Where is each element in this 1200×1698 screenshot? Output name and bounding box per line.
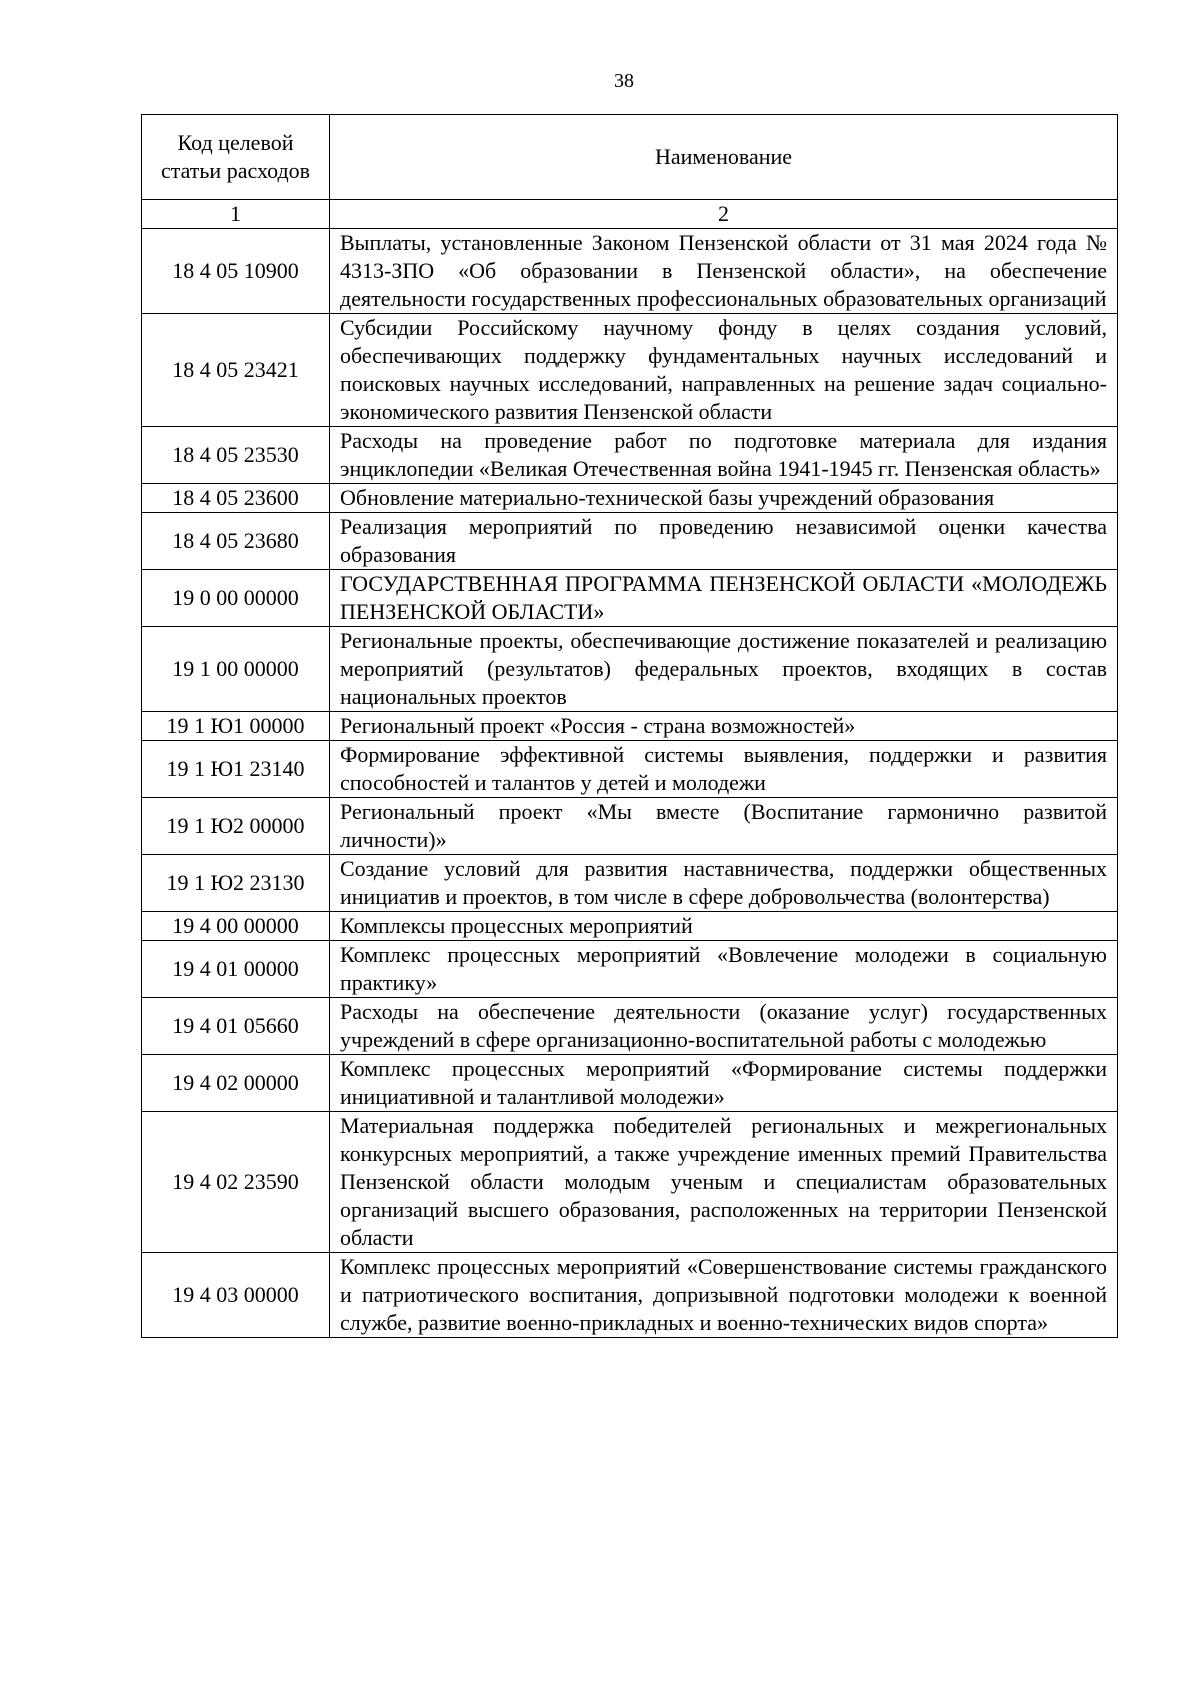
- table-row: [142, 314, 1118, 427]
- row-code: 19 1 00 00000: [142, 627, 330, 712]
- table-row: [142, 998, 1118, 1055]
- row-name: Комплекс процессных мероприятий «Совершенствование системы гражданского и патриотического воспитания, допризывной подготовки молодежи к военной службе, развитие военно-прикладных и военно-технических видов спорта»: [330, 1253, 1118, 1338]
- row-code: 19 1 Ю2 00000: [142, 798, 330, 855]
- row-code: 19 1 Ю1 23140: [142, 741, 330, 798]
- column-header-name: Наименование: [330, 115, 1118, 200]
- column-number-code: 1: [142, 200, 330, 229]
- budget-classification-table: [141, 114, 1118, 1338]
- table-row: [142, 741, 1118, 798]
- row-code: 19 1 Ю2 23130: [142, 855, 330, 912]
- table-body: [142, 229, 1118, 1338]
- row-code: 19 4 02 00000: [142, 1055, 330, 1112]
- row-code: 18 4 05 10900: [142, 229, 330, 314]
- row-name: ГОСУДАРСТВЕННАЯ ПРОГРАММА ПЕНЗЕНСКОЙ ОБЛАСТИ «МОЛОДЕЖЬ ПЕНЗЕНСКОЙ ОБЛАСТИ»: [330, 570, 1118, 627]
- row-name: Реализация мероприятий по проведению независимой оценки качества образования: [330, 513, 1118, 570]
- row-code: 18 4 05 23421: [142, 314, 330, 427]
- row-code: 19 0 00 00000: [142, 570, 330, 627]
- row-name: Обновление материально-технической базы учреждений образования: [330, 484, 1118, 513]
- table-row: [142, 912, 1118, 941]
- page-number: 38: [614, 70, 634, 92]
- table-row: [142, 427, 1118, 484]
- table-row: [142, 941, 1118, 998]
- column-number-name: 2: [330, 200, 1118, 229]
- row-name: Создание условий для развития наставничества, поддержки общественных инициатив и проектов, в том числе в сфере добровольчества (волонтерства): [330, 855, 1118, 912]
- table-row: [142, 855, 1118, 912]
- row-name: Комплекс процессных мероприятий «Вовлечение молодежи в социальную практику»: [330, 941, 1118, 998]
- table-row: [142, 1253, 1118, 1338]
- row-code: 19 4 01 00000: [142, 941, 330, 998]
- row-name: Региональный проект «Мы вместе (Воспитание гармонично развитой личности)»: [330, 798, 1118, 855]
- table-header-row: [142, 115, 1118, 200]
- row-code: 18 4 05 23680: [142, 513, 330, 570]
- row-name: Расходы на обеспечение деятельности (оказание услуг) государственных учреждений в сфере организационно-воспитательной работы с молодежью: [330, 998, 1118, 1055]
- column-number-row: [142, 200, 1118, 229]
- row-code: 19 4 02 23590: [142, 1112, 330, 1253]
- row-name: Комплексы процессных мероприятий: [330, 912, 1118, 941]
- table-row: [142, 229, 1118, 314]
- row-code: 19 4 03 00000: [142, 1253, 330, 1338]
- table-row: [142, 627, 1118, 712]
- column-header-code: Код целевой статьи расходов: [142, 115, 330, 200]
- table-row: [142, 712, 1118, 741]
- row-code: 19 1 Ю1 00000: [142, 712, 330, 741]
- table-row: [142, 484, 1118, 513]
- table-row: [142, 570, 1118, 627]
- table-row: [142, 1112, 1118, 1253]
- row-name: Комплекс процессных мероприятий «Формирование системы поддержки инициативной и талантливой молодежи»: [330, 1055, 1118, 1112]
- table-row: [142, 798, 1118, 855]
- row-name: Выплаты, установленные Законом Пензенской области от 31 мая 2024 года № 4313-ЗПО «Об образовании в Пензенской области», на обеспечение деятельности государственных профессиональных образовательных организаций: [330, 229, 1118, 314]
- row-code: 18 4 05 23600: [142, 484, 330, 513]
- row-name: Расходы на проведение работ по подготовке материала для издания энциклопедии «Великая Отечественная война 1941-1945 гг. Пензенская область»: [330, 427, 1118, 484]
- row-name: Формирование эффективной системы выявления, поддержки и развития способностей и талантов у детей и молодежи: [330, 741, 1118, 798]
- row-code: 19 4 01 05660: [142, 998, 330, 1055]
- row-name: Материальная поддержка победителей региональных и межрегиональных конкурсных мероприятий, а также учреждение именных премий Правительства Пензенской области молодым ученым и специалистам образовательных организаций высшего образования, расположенных на территории Пензенской области: [330, 1112, 1118, 1253]
- row-code: 19 4 00 00000: [142, 912, 330, 941]
- row-name: Субсидии Российскому научному фонду в целях создания условий, обеспечивающих поддержку фундаментальных научных исследований и поисковых научных исследований, направленных на решение задач социально-экономического развития Пензенской области: [330, 314, 1118, 427]
- row-name: Региональный проект «Россия - страна возможностей»: [330, 712, 1118, 741]
- row-code: 18 4 05 23530: [142, 427, 330, 484]
- table-row: [142, 513, 1118, 570]
- row-name: Региональные проекты, обеспечивающие достижение показателей и реализацию мероприятий (результатов) федеральных проектов, входящих в состав национальных проектов: [330, 627, 1118, 712]
- table-row: [142, 1055, 1118, 1112]
